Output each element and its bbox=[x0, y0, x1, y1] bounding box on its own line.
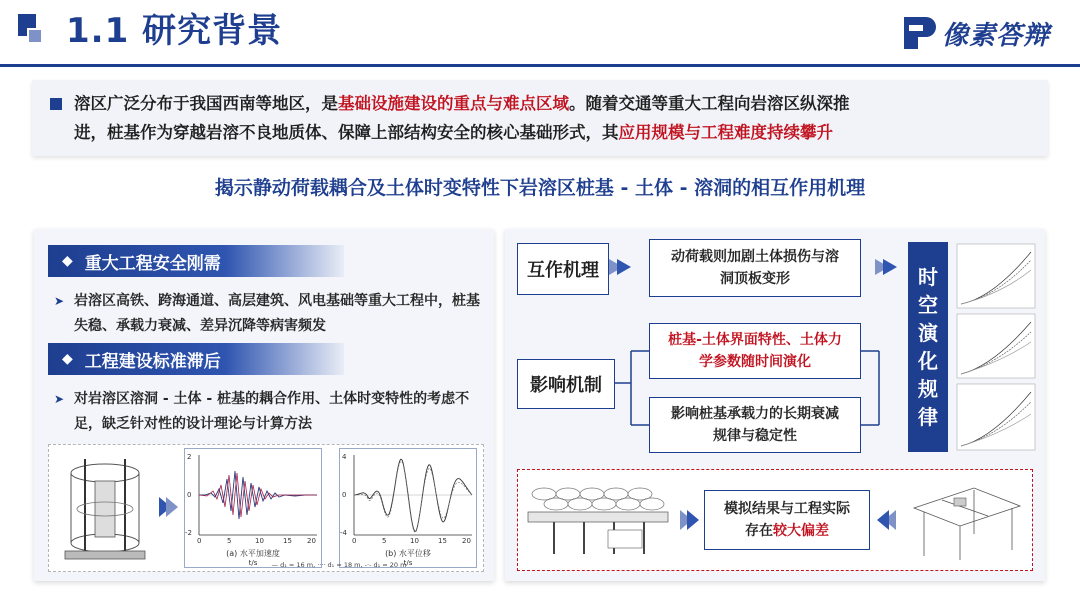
logo-icon bbox=[904, 17, 936, 49]
svg-text:5: 5 bbox=[382, 537, 387, 545]
svg-text:0: 0 bbox=[352, 537, 357, 545]
chevron-right-icon bbox=[678, 508, 700, 532]
vertical-char: 化 bbox=[918, 349, 938, 373]
influence-box-interface bbox=[649, 323, 861, 379]
vertical-char: 演 bbox=[918, 321, 938, 345]
label-text: 互作机理 bbox=[527, 260, 599, 281]
logo-text: 像素答辩 bbox=[941, 20, 1050, 51]
svg-text:-2: -2 bbox=[185, 529, 192, 537]
chart-xlabel: t/s bbox=[403, 559, 413, 567]
section-text-standard bbox=[54, 387, 488, 437]
svg-text:10: 10 bbox=[410, 537, 419, 545]
svg-text:20: 20 bbox=[462, 537, 471, 545]
svg-text:15: 15 bbox=[438, 537, 447, 545]
box-text: 影响桩基承载力的长期衰减规律与稳定性 bbox=[671, 406, 839, 444]
label-text: 影响机制 bbox=[530, 375, 602, 396]
diamond-icon: ◆ bbox=[62, 351, 73, 367]
label-box-influence bbox=[517, 359, 615, 409]
svg-text:20: 20 bbox=[307, 537, 316, 545]
intro-line-2 bbox=[74, 118, 1032, 147]
section-body: 对岩溶区溶洞 - 土体 - 桩基的耦合作用、土体时变特性的考虑不足，缺乏针对性的设计理论与计算方法 bbox=[74, 391, 470, 432]
label-box-mechanism bbox=[517, 243, 609, 295]
right-panel bbox=[505, 229, 1045, 581]
pile-group-model-illustration bbox=[524, 478, 672, 564]
intro-box bbox=[32, 80, 1048, 156]
chart-caption: (b) 水平位移 bbox=[385, 549, 431, 558]
intro-highlight: 基础设施建设的重点与难点区域 bbox=[338, 94, 569, 113]
figure-strip bbox=[48, 444, 484, 572]
chart-horizontal-acceleration bbox=[184, 448, 322, 568]
page-title: 1.1 研究背景 bbox=[66, 11, 283, 51]
svg-text:15: 15 bbox=[283, 537, 292, 545]
field-test-illustration bbox=[904, 478, 1028, 564]
svg-text:10: 10 bbox=[255, 537, 264, 545]
simulation-deviation-box bbox=[517, 469, 1033, 571]
chevron-left-icon bbox=[876, 508, 898, 532]
evolution-mini-charts bbox=[953, 242, 1039, 454]
intro-line-1 bbox=[74, 89, 1032, 118]
svg-text:4: 4 bbox=[342, 453, 347, 461]
diamond-icon: ◆ bbox=[62, 253, 73, 269]
box-text: 动荷载则加剧土体损伤与溶洞顶板变形 bbox=[671, 249, 839, 287]
vertical-char: 空 bbox=[918, 293, 938, 317]
chart-legend: — d₁ = 16 m, ···· d₁ = 18 m, -·- d₁ = 20 m bbox=[271, 561, 407, 569]
svg-text:5: 5 bbox=[227, 537, 232, 545]
vertical-char: 时 bbox=[918, 265, 938, 289]
square-bullet-icon bbox=[50, 98, 62, 110]
intro-text: 。随着交通等重大工程向岩溶区纵深推 bbox=[569, 94, 850, 113]
chart-horizontal-displacement bbox=[339, 448, 477, 568]
section-title: 重大工程安全刚需 bbox=[84, 253, 221, 274]
section-subtitle: 揭示静动荷载耦合及土体时变特性下岩溶区桩基 - 土体 - 溶洞的相互作用机理 bbox=[214, 177, 866, 199]
box-text: 桩基-土体界面特性、土体力学参数随时间演化 bbox=[668, 332, 842, 370]
intro-highlight: 应用规模与工程难度持续攀升 bbox=[618, 123, 833, 142]
test-rig-illustration bbox=[55, 451, 155, 565]
section-band-standard bbox=[48, 343, 344, 375]
chart-caption: (a) 水平加速度 bbox=[226, 549, 280, 558]
svg-text:0: 0 bbox=[197, 537, 202, 545]
vertical-char: 规 bbox=[918, 377, 938, 401]
left-panel bbox=[34, 229, 494, 581]
sim-highlight: 较大偏差 bbox=[773, 523, 829, 539]
svg-text:-4: -4 bbox=[340, 529, 347, 537]
svg-text:2: 2 bbox=[187, 453, 192, 461]
svg-text:0: 0 bbox=[187, 491, 192, 499]
section-band-safety bbox=[48, 245, 344, 277]
header-divider bbox=[0, 64, 1080, 67]
acceleration-plot bbox=[185, 449, 321, 545]
arrow-bullet-icon: ➤ bbox=[54, 294, 65, 308]
influence-box-capacity bbox=[649, 397, 861, 453]
header-square-icon bbox=[18, 14, 46, 46]
section-text-safety bbox=[54, 289, 488, 339]
sim-text: 存在 bbox=[745, 523, 773, 539]
mechanism-box-dynamic-load bbox=[649, 239, 861, 297]
chart-xlabel: t/s bbox=[248, 559, 258, 567]
slide-header bbox=[0, 0, 1080, 66]
svg-text:0: 0 bbox=[342, 491, 347, 499]
brand-logo bbox=[904, 14, 1050, 52]
sim-text: 模拟结果与工程实际 bbox=[724, 501, 850, 517]
spatiotemporal-label bbox=[908, 242, 948, 452]
simulation-deviation-text-box bbox=[704, 490, 870, 550]
chevron-right-icon bbox=[157, 495, 179, 519]
displacement-plot bbox=[340, 449, 476, 545]
intro-text: 进，桩基作为穿越岩溶不良地质体、保障上部结构安全的核心基础形式，其 bbox=[74, 123, 619, 142]
intro-text: 溶区广泛分布于我国西南等地区，是 bbox=[74, 94, 338, 113]
section-body: 岩溶区高铁、跨海通道、高层建筑、风电基础等重大工程中，桩基失稳、承载力衰减、差异沉降等病害频发 bbox=[74, 293, 480, 334]
section-title: 工程建设标准滞后 bbox=[84, 351, 221, 372]
arrow-bullet-icon: ➤ bbox=[54, 392, 65, 406]
vertical-char: 律 bbox=[918, 405, 938, 429]
